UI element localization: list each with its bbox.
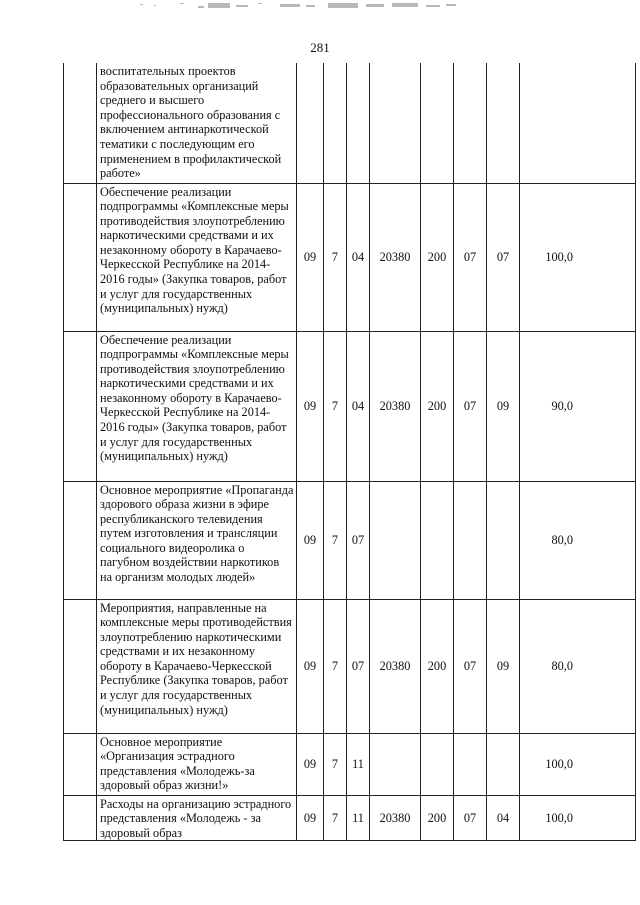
code-cell: 7: [324, 331, 347, 481]
code-cell: [347, 63, 370, 183]
code-cell: 200: [421, 183, 454, 331]
code-cell: [370, 481, 421, 599]
code-cell: 09: [297, 599, 324, 733]
code-cell: [324, 63, 347, 183]
code-cell: [421, 63, 454, 183]
row-index-cell: [64, 63, 97, 183]
code-cell: 20380: [370, 795, 421, 841]
code-cell: [370, 733, 421, 795]
code-cell: 09: [487, 599, 520, 733]
table-row: [64, 183, 636, 331]
description-cell: Расходы на организацию эстрадного представления «Молодежь - за здоровый образ: [97, 795, 297, 841]
code-cell: [454, 63, 487, 183]
row-index-cell: [64, 481, 97, 599]
code-cell: 7: [324, 599, 347, 733]
code-cell: 07: [454, 331, 487, 481]
code-cell: [454, 733, 487, 795]
code-cell: 07: [454, 795, 487, 841]
code-cell: [421, 733, 454, 795]
amount-cell: 80,0: [520, 599, 636, 733]
code-cell: 04: [347, 331, 370, 481]
amount-cell: 100,0: [520, 733, 636, 795]
table-row: [64, 795, 636, 841]
scan-artifact: [140, 0, 510, 12]
row-index-cell: [64, 733, 97, 795]
code-cell: [454, 481, 487, 599]
table-row: [64, 63, 636, 183]
amount-cell: [520, 63, 636, 183]
code-cell: 200: [421, 599, 454, 733]
amount-cell: 80,0: [520, 481, 636, 599]
code-cell: 7: [324, 795, 347, 841]
row-index-cell: [64, 795, 97, 841]
code-cell: 09: [487, 331, 520, 481]
code-cell: 09: [297, 795, 324, 841]
code-cell: 7: [324, 481, 347, 599]
amount-cell: 100,0: [520, 795, 636, 841]
row-index-cell: [64, 331, 97, 481]
code-cell: [370, 63, 421, 183]
code-cell: [487, 733, 520, 795]
code-cell: 07: [454, 183, 487, 331]
description-cell: воспитательных проектов образовательных организаций среднего и высшего профессионального образования с включением антинаркотической тематики с последующим его применением в профилактической работе»: [97, 63, 297, 183]
code-cell: 04: [347, 183, 370, 331]
code-cell: 7: [324, 733, 347, 795]
table-row: [64, 599, 636, 733]
code-cell: 20380: [370, 331, 421, 481]
description-cell: Основное мероприятие «Организация эстрадного представления «Молодежь-за здоровый образ жизни!»: [97, 733, 297, 795]
code-cell: 200: [421, 331, 454, 481]
table-row: [64, 733, 636, 795]
budget-table: [63, 63, 636, 841]
code-cell: 09: [297, 331, 324, 481]
code-cell: [421, 481, 454, 599]
row-index-cell: [64, 183, 97, 331]
code-cell: 11: [347, 795, 370, 841]
code-cell: [487, 63, 520, 183]
code-cell: 07: [454, 599, 487, 733]
code-cell: 04: [487, 795, 520, 841]
description-cell: Обеспечение реализации подпрограммы «Комплексные меры противодействия злоупотреблению наркотическими средствами и их незаконному обороту в Карачаево-Черкесской Республике на 2014-2016 годы» (Закупка товаров, работ и услуг для государственных (муниципальных) нужд): [97, 183, 297, 331]
code-cell: [297, 63, 324, 183]
amount-cell: 100,0: [520, 183, 636, 331]
description-cell: Основное мероприятие «Пропаганда здорового образа жизни в эфире республиканского телевидения путем изготовления и трансляции социального видеоролика о пагубном воздействии наркотиков на организм молодых людей»: [97, 481, 297, 599]
amount-cell: 90,0: [520, 331, 636, 481]
code-cell: 07: [347, 599, 370, 733]
page-number: 281: [310, 40, 330, 55]
code-cell: 07: [487, 183, 520, 331]
description-cell: Обеспечение реализации подпрограммы «Комплексные меры противодействия злоупотреблению наркотическими средствами и их незаконному обороту в Карачаево-Черкесской Республике на 2014-2016 годы» (Закупка товаров, работ и услуг для государственных (муниципальных) нужд): [97, 331, 297, 481]
row-index-cell: [64, 599, 97, 733]
code-cell: 09: [297, 481, 324, 599]
description-cell: Мероприятия, направленные на комплексные меры противодействия злоупотреблению наркотическими средствами и их незаконному обороту в Карачаево-Черкесской Республике (Закупка товаров, работ и услуг для государственных (муниципальных) нужд): [97, 599, 297, 733]
table-row: [64, 481, 636, 599]
code-cell: 20380: [370, 183, 421, 331]
code-cell: [487, 481, 520, 599]
code-cell: 07: [347, 481, 370, 599]
code-cell: 7: [324, 183, 347, 331]
code-cell: 11: [347, 733, 370, 795]
table-row: [64, 331, 636, 481]
code-cell: 09: [297, 733, 324, 795]
code-cell: 09: [297, 183, 324, 331]
code-cell: 20380: [370, 599, 421, 733]
code-cell: 200: [421, 795, 454, 841]
